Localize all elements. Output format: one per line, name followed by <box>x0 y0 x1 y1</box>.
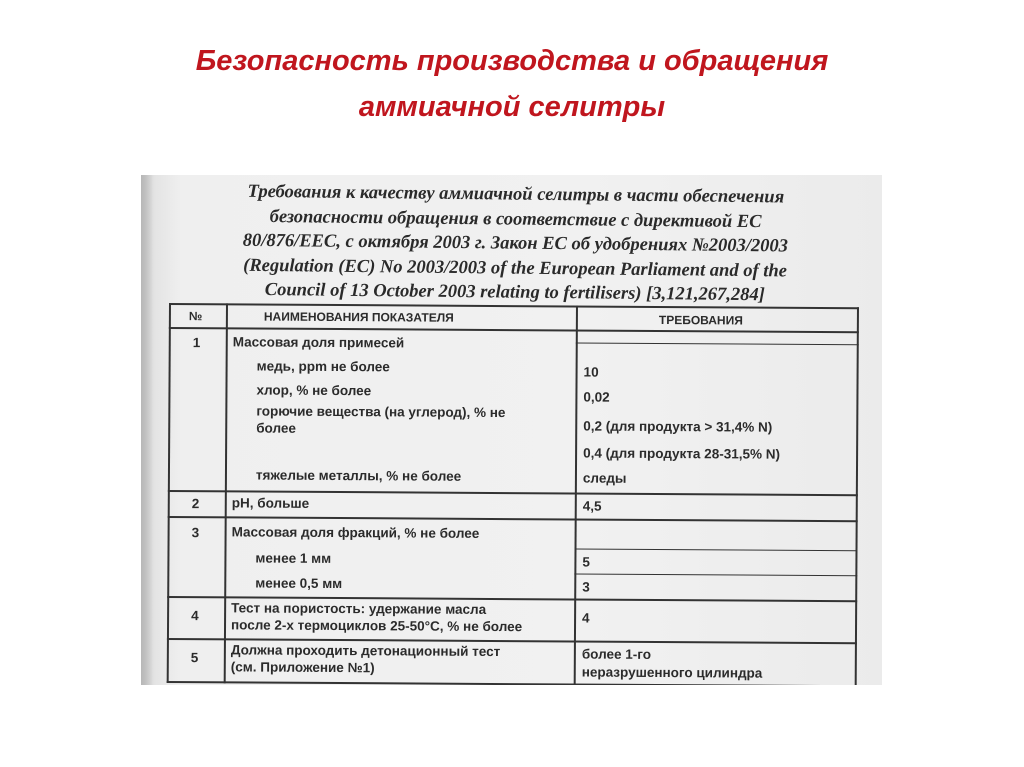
heading-line: Council of 13 October 2003 relating to fertilisers) [3,121,267,284] <box>264 279 765 306</box>
row-1-req-line: следы <box>582 470 627 486</box>
req-subline <box>575 548 858 551</box>
document-heading <box>170 179 861 309</box>
column-divider-req <box>574 305 578 685</box>
row-4-name-line: после 2-х термоциклов 25-50°С, % не более <box>230 617 523 635</box>
heading-line: безопасности обращения в соответствие с директивой ЕС <box>269 206 762 232</box>
row-3-name-line: менее 0,5 мм <box>255 575 343 592</box>
row-3-name-line: менее 1 мм <box>255 550 332 566</box>
req-subline <box>574 573 857 576</box>
row-4-number: 4 <box>191 608 199 624</box>
heading-line: Требования к качеству аммиачной селитры в части обеспечения <box>247 181 785 208</box>
slide-title-line-2: аммиачной селитры <box>358 91 666 123</box>
row-3-name-line: Массовая доля фракций, % не более <box>231 524 480 541</box>
row-2-name-line: pH, больше <box>231 495 310 511</box>
row-1-req-line: 0,02 <box>583 389 610 405</box>
header-number: № <box>188 309 203 324</box>
row-3-req-line: 5 <box>582 554 590 570</box>
row-1-name-line: Массовая доля примесей <box>232 334 405 351</box>
row-4-name-line: Тест на пористость: удержание масла <box>231 600 487 617</box>
row-2-req-line: 4,5 <box>582 498 602 514</box>
scanned-document-image <box>141 175 882 685</box>
row-5-req-line: неразрушенного цилиндра <box>581 664 763 681</box>
table-border-left <box>167 303 171 683</box>
column-divider-num <box>224 303 228 683</box>
row-5-name-line: (см. Приложение №1) <box>230 659 375 676</box>
header-requirements: ТРЕБОВАНИЯ <box>658 312 743 328</box>
scan-edge-shadow <box>141 175 153 685</box>
row-1-number: 1 <box>192 335 201 351</box>
row-5-req-line: более 1-го <box>581 646 652 662</box>
header-separator <box>169 327 859 333</box>
req-subline <box>576 342 859 345</box>
slide-title <box>0 38 1024 130</box>
row-1-name-line: медь, ppm не более <box>256 358 390 375</box>
row-separator <box>168 516 858 522</box>
row-4-req-line: 4 <box>582 610 590 626</box>
header-indicator-name: НАИМЕНОВАНИЯ ПОКАЗАТЕЛЯ <box>263 309 454 325</box>
row-3-number: 3 <box>191 525 200 541</box>
slide-title-line-1: Безопасность производства и обращения <box>195 45 829 77</box>
row-1-name-line: тяжелые металлы, % не более <box>255 467 462 484</box>
row-3-req-line: 3 <box>582 579 590 595</box>
row-1-req-line: 10 <box>583 364 599 380</box>
row-1-name-line: горючие вещества (на углерод), % не <box>256 403 506 421</box>
row-1-req-line: 0,2 (для продукта > 31,4% N) <box>583 418 773 435</box>
row-2-number: 2 <box>191 496 200 512</box>
row-1-name-line: хлор, % не более <box>256 382 372 399</box>
heading-line: (Regulation (EC) No 2003/2003 of the European Parliament and of the <box>243 255 788 281</box>
row-1-req-line: 0,4 (для продукта 28-31,5% N) <box>583 445 781 462</box>
table-border-bottom <box>167 681 857 685</box>
requirements-table <box>167 303 859 685</box>
row-5-number: 5 <box>190 650 199 666</box>
row-5-name-line: Должна проходить детонационный тест <box>230 642 501 660</box>
row-1-name-line: более <box>256 420 296 436</box>
heading-line: 80/876/ЕЕС, с октября 2003 г. Закон ЕС об удобрениях №2003/2003 <box>242 230 789 257</box>
